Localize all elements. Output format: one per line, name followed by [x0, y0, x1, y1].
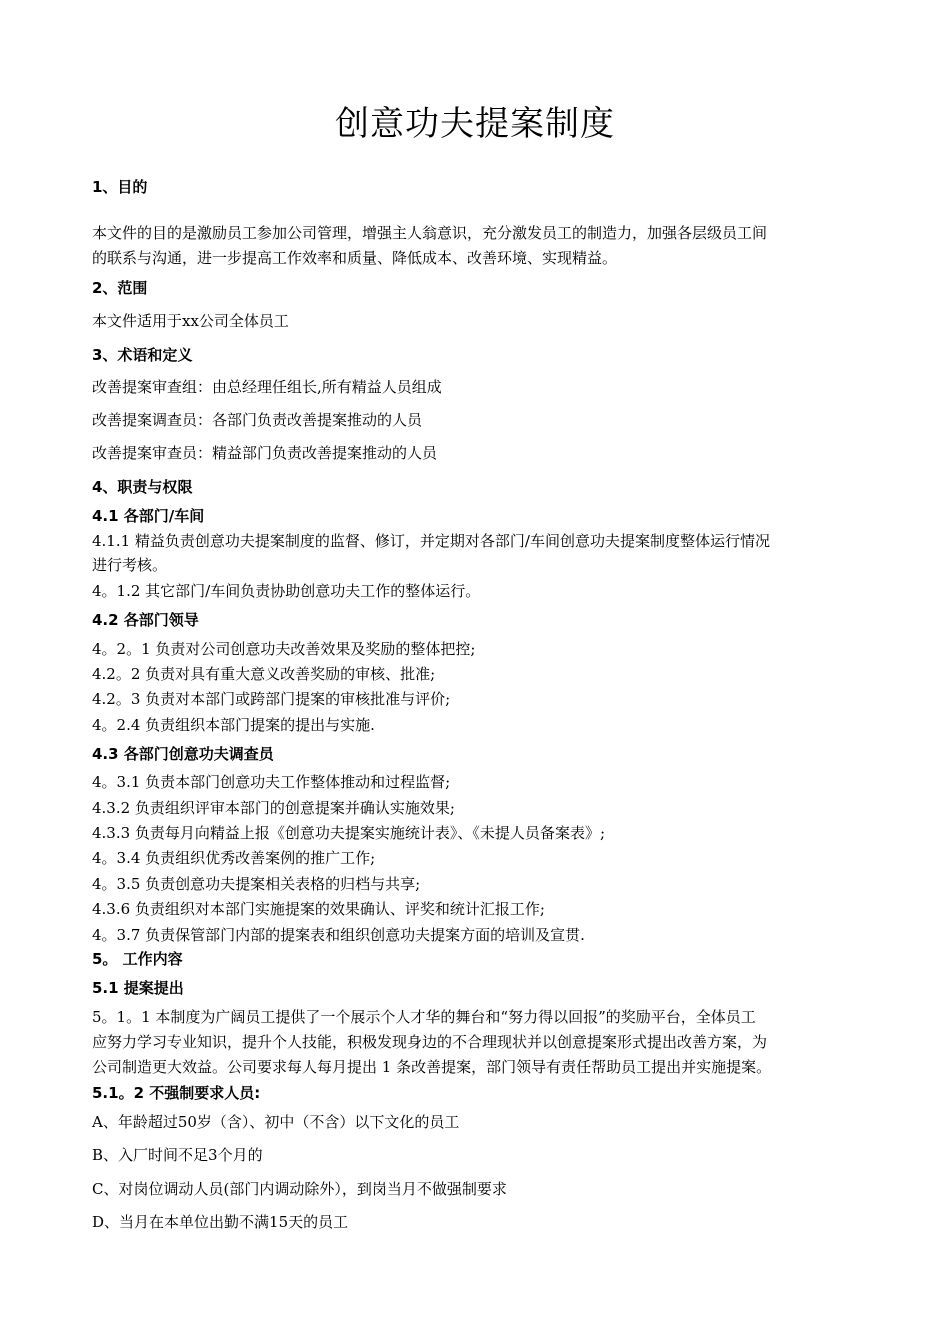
section-heading-responsibilities: 4、职责与权限: [92, 478, 193, 496]
subsection-heading: 4.3 各部门创意功夫调查员: [92, 745, 274, 763]
paragraph-line: 4.3.3 负责每月向精益上报《创意功夫提案实施统计表》、《未提人员备案表》;: [92, 824, 605, 842]
subsection-heading: 4.1 各部门/车间: [92, 507, 205, 525]
section-heading-work: 5。 工作内容: [92, 950, 183, 968]
paragraph-line: 改善提案调查员：各部门负责改善提案推动的人员: [92, 411, 423, 429]
section-heading-terms: 3、术语和定义: [92, 346, 193, 364]
subsection-heading: 4.2 各部门领导: [92, 611, 199, 629]
subsection-heading: 5.1。2 不强制要求人员:: [92, 1084, 261, 1102]
paragraph-line: 的联系与沟通，进一步提高工作效率和质量、降低成本、改善环境、实现精益。: [92, 249, 618, 267]
paragraph-line: 公司制造更大效益。公司要求每人每月提出 1 条改善提案，部门领导有责任帮助员工提出并实施提案。: [92, 1058, 772, 1076]
paragraph-line: 改善提案审查组：由总经理任组长,所有精益人员组成: [92, 378, 442, 396]
paragraph-line: 4.2。3 负责对本部门或跨部门提案的审核批准与评价;: [92, 690, 451, 708]
section-heading-purpose: 1、目的: [92, 178, 148, 196]
document-title: 创意功夫提案制度: [335, 104, 615, 144]
paragraph-line: 4。3.5 负责创意功夫提案相关表格的归档与共享;: [92, 875, 421, 893]
section-heading-scope: 2、范围: [92, 279, 148, 297]
paragraph-line: 5。1。1 本制度为广阔员工提供了一个展示个人才华的舞台和“努力得以回报”的奖励平台，全体员工: [92, 1008, 756, 1026]
list-item: B、入厂时间不足3个月的: [92, 1146, 263, 1164]
paragraph-line: 4.2。2 负责对具有重大意义改善奖励的审核、批准;: [92, 665, 436, 683]
paragraph-line: 4。3.7 负责保管部门内部的提案表和组织创意功夫提案方面的培训及宣贯.: [92, 926, 585, 944]
list-item: C、对岗位调动人员(部门内调动除外），到岗当月不做强制要求: [92, 1180, 507, 1198]
list-item: A、年龄超过50岁（含）、初中（不含）以下文化的员工: [92, 1113, 460, 1131]
paragraph-line: 4。3.1 负责本部门创意功夫工作整体推动和过程监督;: [92, 773, 451, 791]
paragraph-line: 4。2.4 负责组织本部门提案的提出与实施.: [92, 716, 375, 734]
paragraph-line: 4。3.4 负责组织优秀改善案例的推广工作;: [92, 849, 376, 867]
paragraph-line: 本文件的目的是激励员工参加公司管理，增强主人翁意识，充分激发员工的制造力，加强各层级员工间: [92, 224, 768, 242]
paragraph-line: 4。1.2 其它部门/车间负责协助创意功夫工作的整体运行。: [92, 582, 481, 600]
list-item: D、当月在本单位出勤不满15天的员工: [92, 1213, 349, 1231]
paragraph-line: 4.1.1 精益负责创意功夫提案制度的监督、修订，并定期对各部门/车间创意功夫提案制度整体运行情况: [92, 532, 770, 550]
subsection-heading: 5.1 提案提出: [92, 979, 184, 997]
paragraph-line: 改善提案审查员：精益部门负责改善提案推动的人员: [92, 444, 438, 462]
paragraph-line: 4.3.2 负责组织评审本部门的创意提案并确认实施效果;: [92, 799, 455, 817]
paragraph-line: 本文件适用于xx公司全体员工: [92, 312, 289, 330]
paragraph-line: 4。2。1 负责对公司创意功夫改善效果及奖励的整体把控;: [92, 640, 476, 658]
paragraph-line: 应努力学习专业知识，提升个人技能，积极发现身边的不合理现状并以创意提案形式提出改善方案，为: [92, 1033, 768, 1051]
paragraph-line: 4.3.6 负责组织对本部门实施提案的效果确认、评奖和统计汇报工作;: [92, 900, 545, 918]
paragraph-line: 进行考核。: [92, 556, 168, 574]
